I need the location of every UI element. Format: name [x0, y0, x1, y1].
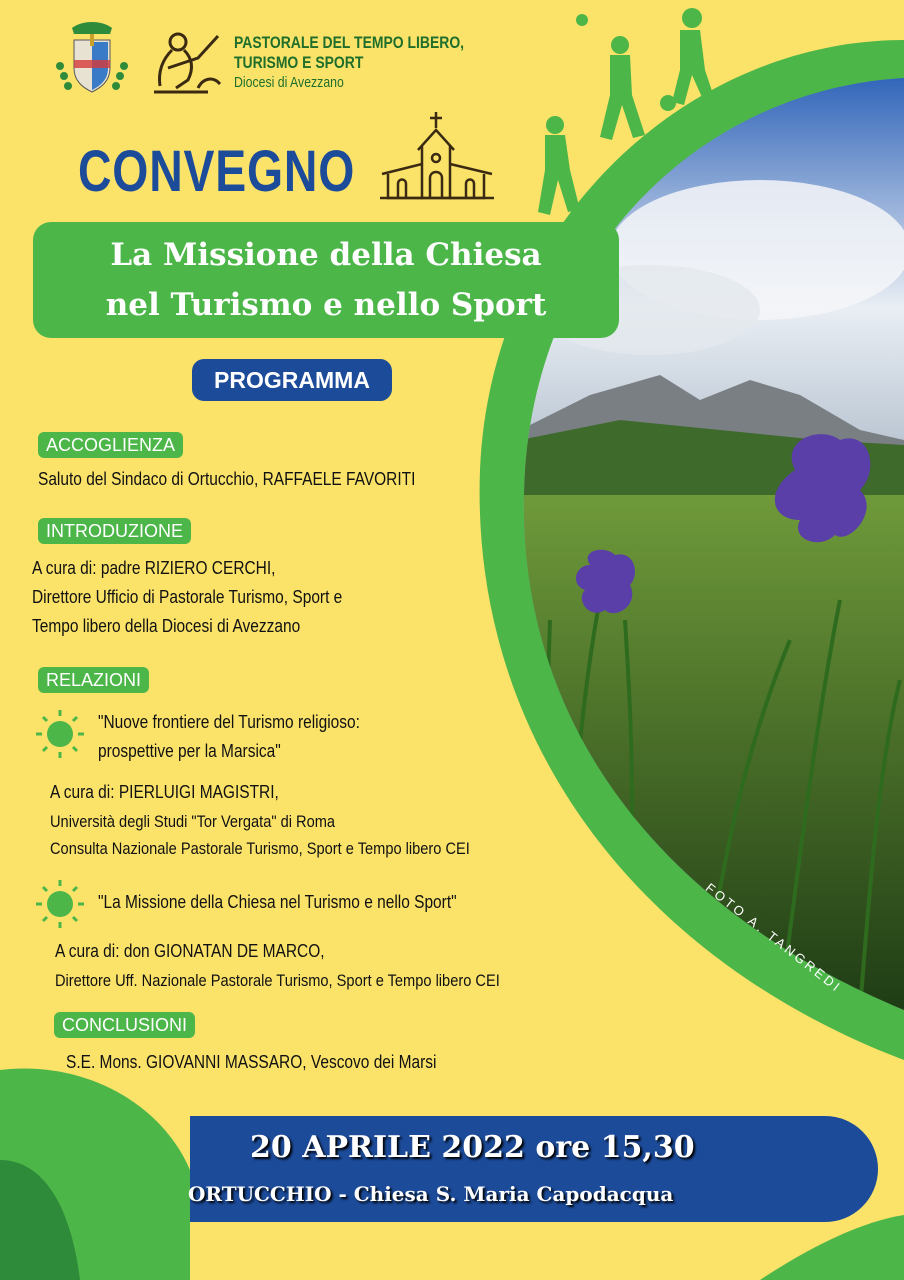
section-label-conclusioni: CONCLUSIONI	[54, 1012, 195, 1038]
program-label: PROGRAMMA	[192, 359, 392, 401]
talk1-title-line-2: prospettive per la Marsica"	[98, 741, 281, 761]
section-label-relazioni: RELAZIONI	[38, 667, 149, 693]
section-label-accoglienza: ACCOGLIENZA	[38, 432, 183, 458]
accoglienza-text: Saluto del Sindaco di Ortucchio, RAFFAELE FAVORITI	[38, 469, 416, 489]
landscape-photo	[500, 70, 904, 1025]
event-location: ORTUCCHIO - Chiesa S. Maria Capodacqua	[188, 1182, 674, 1206]
talk2-title: "La Missione della Chiesa nel Turismo e nello Sport"	[98, 892, 457, 912]
talk1-speaker: A cura di: PIERLUIGI MAGISTRI,	[50, 782, 279, 802]
event-kind-heading: CONVEGNO	[78, 139, 356, 204]
org-line-1: PASTORALE DEL TEMPO LIBERO,	[234, 33, 465, 52]
org-line-3: Diocesi di Avezzano	[234, 74, 344, 91]
photo-credit: FOTO A. TANGREDI	[702, 880, 845, 996]
talk1-title-line-1: "Nuove frontiere del Turismo religioso:	[98, 712, 360, 732]
introduzione-line-3: Tempo libero della Diocesi di Avezzano	[32, 616, 301, 636]
talk1-affiliation-1: Università degli Studi "Tor Vergata" di Roma	[50, 812, 336, 831]
title-line-2: nel Turismo e nello Sport	[105, 287, 547, 323]
org-line-2: TURISMO E SPORT	[234, 53, 364, 72]
pastoral-logo-icon	[148, 28, 226, 98]
talk1-affiliation-2: Consulta Nazionale Pastorale Turismo, Sport e Tempo libero CEI	[50, 839, 470, 858]
church-icon	[378, 108, 496, 202]
event-title	[33, 222, 619, 338]
sun-bullet-icon	[34, 708, 86, 760]
section-label-introduzione: INTRODUZIONE	[38, 518, 191, 544]
sun-bullet-icon	[34, 878, 86, 930]
talk2-affiliation: Direttore Uff. Nazionale Pastorale Turismo, Sport e Tempo libero CEI	[55, 971, 500, 990]
title-line-1: La Missione della Chiesa	[110, 237, 542, 273]
diocese-coat-of-arms-icon	[52, 16, 132, 96]
talk2-speaker: A cura di: don GIONATAN DE MARCO,	[55, 941, 325, 961]
introduzione-line-2: Direttore Ufficio di Pastorale Turismo, Sport e	[32, 587, 343, 607]
introduzione-line-1: A cura di: padre RIZIERO CERCHI,	[32, 558, 276, 578]
event-date-time: 20 APRILE 2022 ore 15,30	[250, 1130, 695, 1165]
conclusioni-text: S.E. Mons. GIOVANNI MASSARO, Vescovo dei Marsi	[66, 1052, 437, 1072]
organization-name	[234, 33, 464, 93]
